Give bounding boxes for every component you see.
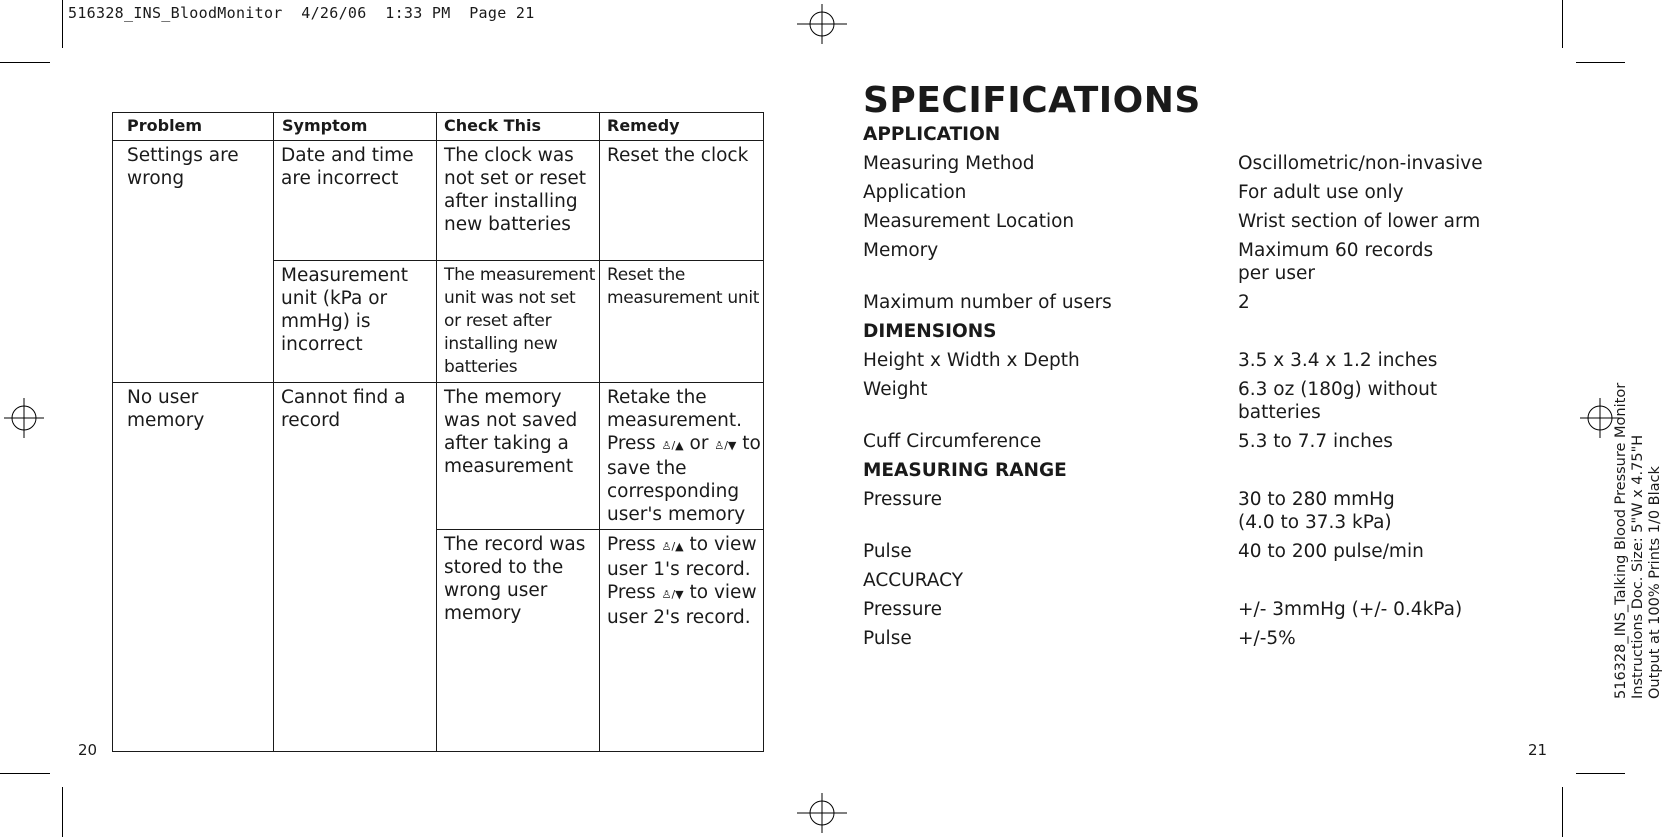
spec-row: [863, 210, 1523, 233]
troubleshooting-table: [112, 112, 764, 752]
spec-row: [863, 349, 1523, 372]
column-header-check: Check This: [437, 113, 600, 141]
page-number-left: 20: [78, 741, 98, 759]
remedy-text: to view user 1's record. Press: [607, 534, 757, 603]
section-heading-measuring-range: MEASURING RANGE: [863, 460, 1067, 481]
symptom-cell: Measurement unit (kPa or mmHg) is incorrect: [274, 261, 437, 383]
table-row: [113, 383, 764, 530]
side-note-line: 516328_INS_Talking Blood Pressure Monitor: [1613, 382, 1629, 699]
page-title: SPECIFICATIONS: [863, 80, 1201, 121]
spec-value-line: Maximum 60 records: [1238, 240, 1434, 261]
spec-value: For adult use only: [1238, 182, 1404, 203]
remedy-text: or: [689, 433, 709, 454]
specifications-list: [863, 123, 1523, 656]
remedy-text: to save the corresponding user's memory: [607, 433, 761, 525]
check-cell: The memory was not saved after taking a measurement: [437, 383, 600, 530]
spec-label: Weight: [863, 379, 928, 400]
spec-label: Pressure: [863, 599, 942, 620]
registration-mark-icon: [792, 793, 842, 833]
problem-cell: Settings are wrong: [113, 141, 274, 383]
section-heading-dimensions: DIMENSIONS: [863, 321, 997, 342]
spec-value: +/- 3mmHg (+/- 0.4kPa): [1238, 599, 1463, 620]
spec-value: [1238, 378, 1523, 424]
spec-value-line: 30 to 280 mmHg: [1238, 489, 1395, 510]
spec-value: [1238, 488, 1523, 534]
spec-row: [863, 540, 1523, 563]
remedy-text: Press: [607, 534, 656, 555]
crop-mark: [0, 773, 50, 774]
remedy-cell: Reset the measurement unit: [600, 261, 764, 383]
spec-value-line: (4.0 to 37.3 kPa): [1238, 512, 1392, 533]
spec-label: Application: [863, 182, 967, 203]
spec-label: Pulse: [863, 541, 912, 562]
side-note-line: Instructions Doc. Size: 5"W x 4.75"H: [1630, 434, 1646, 699]
spec-row: [863, 181, 1523, 204]
spec-value-line: 6.3 oz (180g) without: [1238, 379, 1438, 400]
spec-row: [863, 627, 1523, 650]
side-production-note: [1613, 383, 1664, 699]
table-row: [113, 141, 764, 261]
spec-row: [863, 152, 1523, 175]
remedy-cell: [600, 530, 764, 752]
user-up-icon: ♙/▲: [661, 540, 684, 553]
column-header-symptom: Symptom: [274, 113, 437, 141]
registration-mark-icon: [792, 4, 842, 44]
spec-value: 2: [1238, 292, 1250, 313]
side-note-line: Output at 100% Prints 1/0 Black: [1647, 466, 1663, 699]
column-header-remedy: Remedy: [600, 113, 764, 141]
spec-value: Wrist section of lower arm: [1238, 211, 1481, 232]
spec-label: Maximum number of users: [863, 292, 1112, 313]
crop-mark: [62, 787, 63, 837]
spec-value-line: per user: [1238, 263, 1315, 284]
crop-mark: [0, 62, 50, 63]
spec-value: Oscillometric/non-invasive: [1238, 153, 1483, 174]
spec-label: Pressure: [863, 489, 942, 510]
symptom-cell: Date and time are incorrect: [274, 141, 437, 261]
spec-row: [863, 291, 1523, 314]
spec-value-line: batteries: [1238, 402, 1321, 423]
spec-row: [863, 488, 1523, 534]
spec-label: Pulse: [863, 628, 912, 649]
section-heading-accuracy: ACCURACY: [863, 570, 964, 591]
section-heading-application: APPLICATION: [863, 124, 1001, 145]
crop-mark: [1576, 62, 1625, 63]
spec-label: Memory: [863, 240, 939, 261]
crop-mark: [1576, 773, 1625, 774]
crop-mark: [62, 0, 63, 48]
spec-label: Height x Width x Depth: [863, 350, 1080, 371]
spec-value: 40 to 200 pulse/min: [1238, 541, 1424, 562]
spec-row: [863, 239, 1523, 285]
page-number-right: 21: [1528, 741, 1548, 759]
print-slug-line: 516328_INS_BloodMonitor 4/26/06 1:33 PM Page 21: [68, 4, 535, 22]
check-cell: The measurement unit was not set or reset after installing new batteries: [437, 261, 600, 383]
spec-label: Cuff Circumference: [863, 431, 1042, 452]
user-up-icon: ♙/▲: [661, 439, 684, 452]
check-cell: The record was stored to the wrong user memory: [437, 530, 600, 752]
spec-value: 5.3 to 7.7 inches: [1238, 431, 1393, 452]
remedy-cell: Reset the clock: [600, 141, 764, 261]
remedy-text: Retake the measurement. Press: [607, 387, 742, 454]
spec-row: [863, 378, 1523, 424]
symptom-cell: Cannot find a record: [274, 383, 437, 752]
user-down-icon: ♙/▼: [661, 588, 684, 601]
problem-cell: No user memory: [113, 383, 274, 752]
spec-row: [863, 430, 1523, 453]
spec-value: 3.5 x 3.4 x 1.2 inches: [1238, 350, 1438, 371]
spec-label: Measurement Location: [863, 211, 1075, 232]
crop-mark: [1562, 0, 1563, 48]
user-down-icon: ♙/▼: [714, 439, 737, 452]
spec-row: [863, 598, 1523, 621]
spec-label: Measuring Method: [863, 153, 1035, 174]
spec-value: +/-5%: [1238, 628, 1296, 649]
crop-mark: [1562, 787, 1563, 837]
remedy-text: to view user 2's record.: [607, 582, 757, 628]
column-header-problem: Problem: [113, 113, 274, 141]
table-header-row: [113, 113, 764, 141]
check-cell: The clock was not set or reset after installing new batteries: [437, 141, 600, 261]
spec-value: [1238, 239, 1523, 285]
remedy-cell: [600, 383, 764, 530]
registration-mark-icon: [4, 398, 44, 438]
